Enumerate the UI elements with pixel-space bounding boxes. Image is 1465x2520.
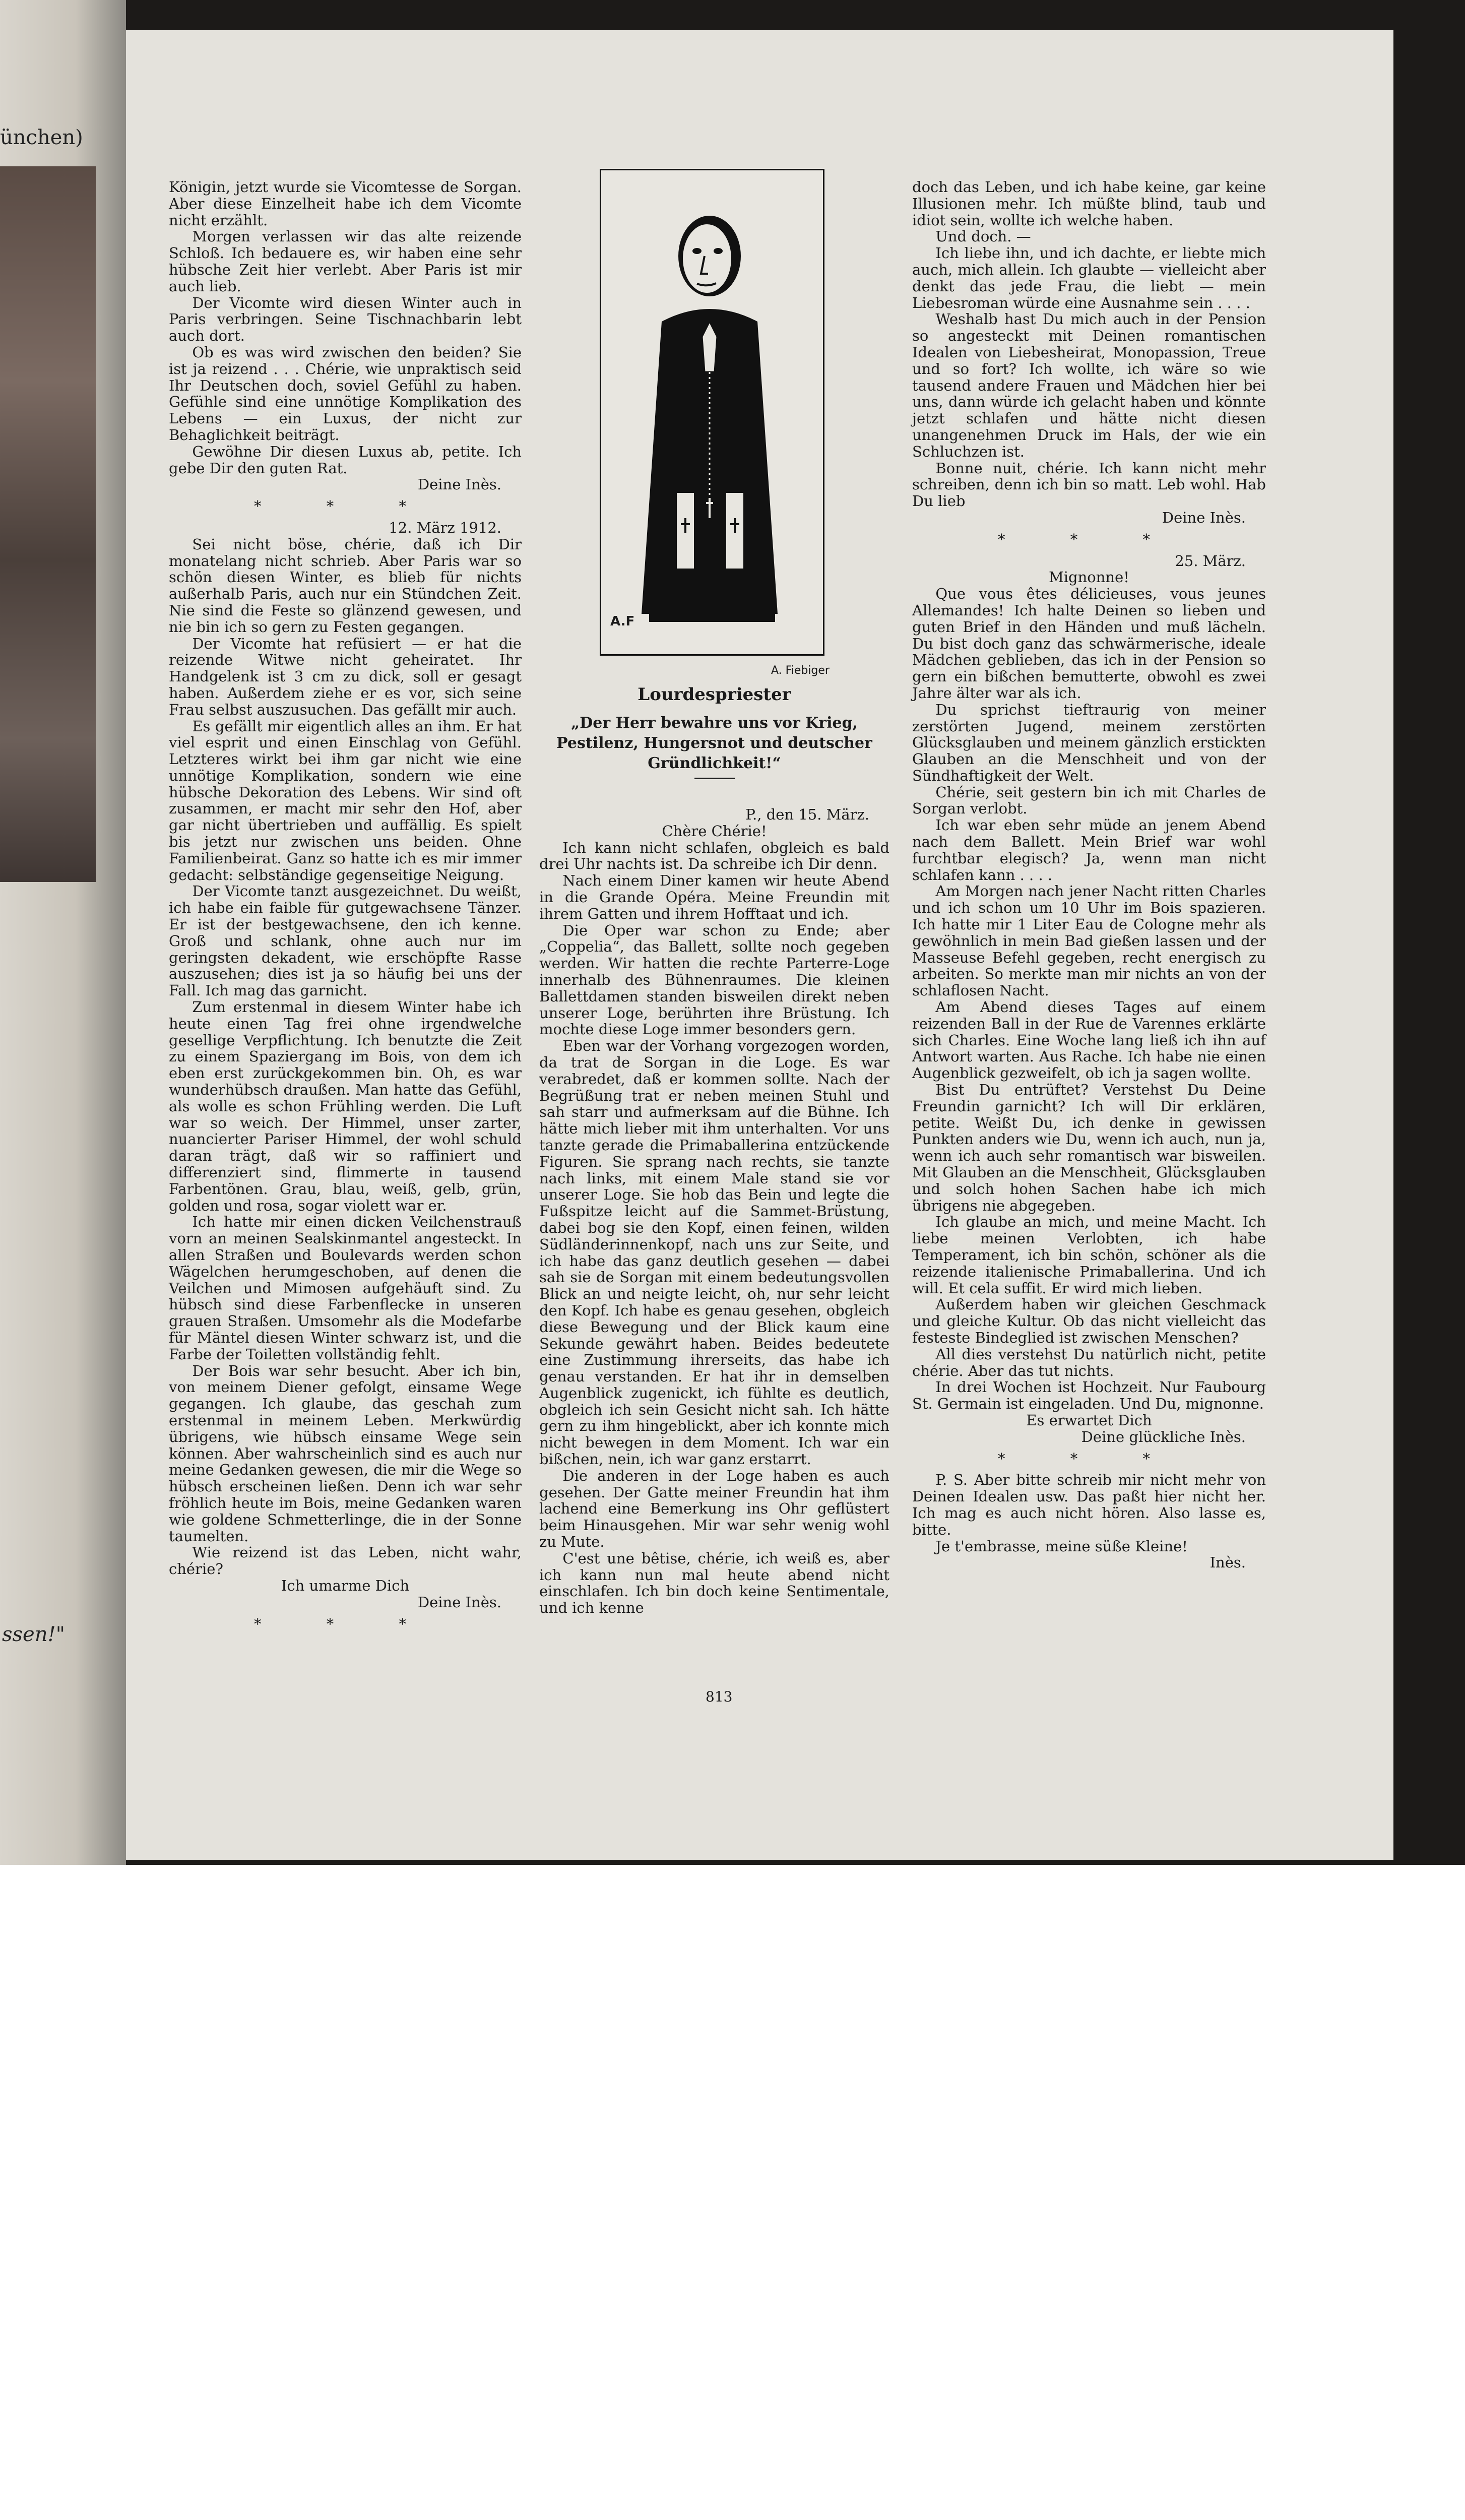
section-separator: * * * [998, 530, 1180, 548]
illustration-title: Lourdespriester [638, 684, 791, 705]
paragraph: Ich hatte mir einen dicken Veilchenstrauß vorn an meinen Sealskinmantel angesteckt. In allen Straßen und Boulevards werden schon Wägelchen herumgeschoben, auf denen die Veilchen und Mimosen aufgehäuft sind. Zu hübsch sind diese Farbenflecke in unseren grauen Straßen. Umsomehr als die Modefarbe für Mäntel diesen Winter schwarz ist, und die Farbe der Toiletten vollständig fehlt. [169, 1213, 522, 1363]
paragraph: P. S. Aber bitte schreib mir nicht mehr von Deinen Idealen usw. Das paßt hier nicht her. Ich mag es auch nicht hören. Also lasse es, bitte. [912, 1471, 1266, 1538]
paragraph: Am Abend dieses Tages auf einem reizenden Ball in der Rue de Varennes erklärte sich Charles. Eine Woche lang ließ ich ihn auf Antwort warten. Aus Rache. Ich habe nie einen Augenblick gezweifelt, ob ich ja sagen wollte. [912, 998, 1266, 1082]
letter-date: 12. März 1912. [389, 519, 501, 536]
paragraph: Weshalb hast Du mich auch in der Pension so angesteckt mit Deinen romantischen Idealen von Liebesheirat, Monopassion, Treue und so fort? Ich wollte, ich wäre so wie tausend andere Frauen und Mädchen hier bei uns, dann würde ich gelacht haben und könnte jetzt schlafen und hätte nicht diesen unangenehmen Druck im Hals, der wie ein Schluchzen ist. [912, 310, 1266, 460]
previous-page-running-head: ünchen) [0, 126, 83, 149]
signature: Deine glückliche Inès. [1081, 1428, 1246, 1445]
paragraph: In drei Wochen ist Hochzeit. Nur Faubourg St. Germain ist eingeladen. Und Du, mignonne. [912, 1378, 1266, 1413]
paragraph: Gewöhne Dir diesen Luxus ab, petite. Ich gebe Dir den guten Rat. [169, 443, 522, 477]
paragraph: Eben war der Vorhang vorgezogen worden, da trat de Sorgan in die Loge. Es war verabredet, daß er kommen sollte. Nach der Begrüßung trat er neben meinen Stuhl und sah starr und aufmerksam auf die Bühne. Ich hätte mich lieber mit ihm unterhalten. Vor uns tanzte gerade die Primaballerina entzückende Figuren. Sie sprang nach rechts, sie tanzte nach links, mit einem Male stand sie vor unserer Loge. Sie hob das Bein und legte die Fußspitze leicht auf die Sammet-Brüstung, dabei bog sie den Kopf, einen feinen, wilden Südländerinnenkopf, nach uns zur Seite, und ich habe das ganz deutlich gesehen — dabei sah sie de Sorgan mit einem bedeutungsvollen Blick an und neigte leicht, oh, nur sehr leicht den Kopf. Ich habe es genau gesehen, obgleich diese Bewegung und der Blick kaum eine Sekunde gewährt haben. Beides bedeutete eine Zustimmung ihrerseits, das habe ich genau verstanden. Er hat ihr in demselben Augenblick zugenickt, ich fühlte es deutlich, obgleich ich sein Gesicht nicht sah. Ich hätte gern zu ihm hingeblickt, aber ich konnte mich nicht bewegen in dem Moment. Ich war ein bißchen, nein, ich war ganz erstarrt. [539, 1037, 889, 1468]
paragraph: Que vous êtes délicieuses, vous jeunes Allemandes! Ich halte Deinen so lieben und guten Brief in den Händen und muß lächeln. Du bist doch ganz das schwärmerische, ideale Mädchen geblieben, das ich in der Pension so gern ein bißchen bemutterte, obwohl es zwei Jahre älter war als ich. [912, 585, 1266, 702]
previous-page-edge [0, 0, 126, 1865]
paragraph: Ich glaube an mich, und meine Macht. Ich liebe meinen Verlobten, ich habe Temperament, ich bin schön, schöner als die reizende italienische Primaballerina. Und ich will. Et cela suffit. Er wird mich lieben. [912, 1213, 1266, 1297]
signature: Inès. [1209, 1554, 1246, 1571]
paragraph: Außerdem haben wir gleichen Geschmack und gleiche Kultur. Ob das nicht vielleicht das festeste Bindeglied ist zwischen Menschen? [912, 1296, 1266, 1346]
magazine-page [126, 30, 1393, 1860]
paragraph: Nach einem Diner kamen wir heute Abend in die Grande Opéra. Meine Freundin mit ihrem Gatten und ihrem Hofftaat und ich. [539, 872, 889, 922]
paragraph: Je t'embrasse, meine süße Kleine! [935, 1537, 1188, 1555]
salutation: Chère Chérie! [662, 822, 767, 840]
paragraph: Ob es was wird zwischen den beiden? Sie ist ja reizend . . . Chérie, wie unpraktisch seid Ihr Deutschen doch, soviel Gefühl zu haben. Gefühle sind eine unnötige Komplikation des Lebens — ein Luxus, der nicht zur Behaglichkeit beiträgt. [169, 343, 522, 444]
paragraph: doch das Leben, und ich habe keine, gar keine Illusionen mehr. Ich müßte blind, taub und idiot sein, wollte ich welche haben. [912, 178, 1266, 229]
closing-line: Es erwartet Dich [1026, 1411, 1152, 1429]
paragraph: Der Vicomte tanzt ausgezeichnet. Du weißt, ich habe ein faible für gutgewachsene Tänzer. Er ist der bestgewachsene, den ich kenne. Groß und schlank, ohne auch nur im geringsten dekadent, wie erschöpfte Rasse auszusehen; dies ist ja so häufig bei uns der Fall. Ich mag das garnicht. [169, 883, 522, 999]
priest-drawing [601, 170, 823, 654]
signature: Deine Inès. [417, 1593, 501, 1611]
paragraph: Der Vicomte wird diesen Winter auch in Paris verbringen. Seine Tischnachbarin lebt auch dort. [169, 294, 522, 345]
paragraph: Die anderen in der Loge haben es auch gesehen. Der Gatte meiner Freundin hat ihm lachend eine Bemerkung ins Ohr geflüstert beim Hinausgehen. Mir war sehr wenig wohl zu Mute. [539, 1467, 889, 1551]
signature: Deine Inès. [1162, 509, 1246, 526]
salutation: Mignonne! [1049, 569, 1129, 586]
section-separator: * * * [254, 1615, 436, 1632]
closing-line: Ich umarme Dich [281, 1577, 410, 1594]
illustration-quote: „Der Herr bewahre uns vor Krieg, Pestilenz, Hungersnot und deutscher Gründlichkeit!“ [556, 714, 872, 772]
paragraph: Am Morgen nach jener Nacht ritten Charles und ich schon um 10 Uhr im Bois spazieren. Ich hatte mir 1 Liter Eau de Cologne mehr als gewöhnlich in mein Bad gießen lassen und der Masseuse Befehl gegeben, recht energisch zu arbeiten. So merkte man mir nichts an von der schlaflosen Nacht. [912, 883, 1266, 999]
page-number: 813 [706, 1688, 733, 1705]
section-separator: * * * [998, 1450, 1180, 1467]
text-column-middle [539, 806, 889, 1616]
paragraph: Ich kann nicht schlafen, obgleich es bald drei Uhr nachts ist. Da schreibe ich Dir denn. [539, 839, 889, 873]
paragraph: Der Vicomte hat refüsiert — er hat die reizende Witwe nicht geheiratet. Ihr Handgelenk ist 3 cm zu dick, soll er gesagt haben. Außerdem ziehe er es vor, sich seine Frau selbst auszusuchen. Das gefällt mir auch. [169, 635, 522, 718]
letter-date: P., den 15. März. [745, 806, 869, 823]
previous-page-illustration [0, 166, 96, 882]
signature: Deine Inès. [417, 476, 501, 493]
paragraph: Du sprichst tieftraurig von meiner zerstörten Jugend, meinem zerstörten Glücksglauben und meinem gänzlich erstickten Glauben an die Menschheit und von der Sündhaftigkeit der Welt. [912, 701, 1266, 784]
divider-rule [694, 778, 735, 779]
text-column-right [912, 179, 1266, 1571]
section-separator: * * * [254, 497, 436, 515]
text-column-left [169, 179, 522, 1637]
paragraph: All dies verstehst Du natürlich nicht, petite chérie. Aber das tut nichts. [912, 1345, 1266, 1379]
letter-date: 25. März. [1175, 552, 1246, 570]
paragraph: Wie reizend ist das Leben, nicht wahr, chérie? [169, 1544, 522, 1578]
paragraph: Zum erstenmal in diesem Winter habe ich heute einen Tag frei ohne irgendwelche gesellige Verpflichtung. Ich benutzte die Zeit zu einem Spaziergang im Bois, von dem ich eben erst zurückgekommen bin. Oh, es war wunderhübsch draußen. Man hatte das Gefühl, als wolle es schon Frühling werden. Die Luft war so weich. Der Himmel, unser zarter, nuancierter Pariser Himmel, der wohl schuld daran trägt, daß wir so raffiniert und differenziert sind, flimmerte in tausend Farbentönen. Grau, blau, weiß, gelb, grün, golden und rosa, sogar violett war er. [169, 998, 522, 1214]
viewer-footer [0, 1865, 1465, 1965]
illustration-credit: A. Fiebiger [771, 664, 830, 677]
paragraph: Bist Du entrüftet? Verstehst Du Deine Freundin garnicht? Ich will Dir erklären, petite. Weißt Du, ich denke in gewissen Punkten anders wie Du, wenn ich auch, nun ja, wenn ich auch sehr romantisch war bisweilen. Mit Glauben an die Menschheit, Glücksglauben und solch hohen Sachen habe ich mich übrigens nie abgegeben. [912, 1081, 1266, 1214]
paragraph: Ich war eben sehr müde an jenem Abend nach dem Ballett. Mein Brief war wohl furchtbar elegisch? Ja, wenn man nicht schlafen kann . . . . [912, 816, 1266, 884]
paragraph: Der Bois war sehr besucht. Aber ich bin, von meinem Diener gefolgt, einsame Wege gegangen. Ich glaube, das geschah zum erstenmal in meinem Leben. Merkwürdig übrigens, wie hübsch einsame Wege sein können. Aber wahrscheinlich sind es auch nur meine Gedanken gewesen, die mir die Wege so hübsch erscheinen ließen. Denn ich war sehr fröhlich heute im Bois, meine Gedanken waren wie goldene Schmetterlinge, die in der Sonne taumelten. [169, 1362, 522, 1545]
previous-page-bottom-text: ssen!" [2, 1623, 65, 1646]
paragraph: Chérie, seit gestern bin ich mit Charles de Sorgan verlobt. [912, 783, 1266, 817]
artist-signature: A.F [610, 614, 635, 629]
paragraph: Morgen verlassen wir das alte reizende Schloß. Ich bedauere es, wir haben eine sehr hübsche Zeit hier verlebt. Aber Paris ist mir auch lieb. [169, 228, 522, 295]
paragraph: Sei nicht böse, chérie, daß ich Dir monatelang nicht schrieb. Aber Paris war so schön diesen Winter, es blieb für nichts außerhalb Paris, auch nur ein Stündchen Zeit. Nie sind die Feste so glänzend gewesen, und nie bin ich so gern zu Festen gegangen. [169, 535, 522, 636]
paragraph: Es gefällt mir eigentlich alles an ihm. Er hat viel esprit und einen Einschlag von Gefühl. Letzteres wirkt bei ihm gar nicht wie eine unnötige Komplikation, sondern wie eine hübsche Dekoration des Lebens. Wir sind oft zusammen, er macht mir sehr den Hof, aber gar nicht übertrieben und auffällig. Es spielt bis jetzt nur zwischen uns beiden. Ohne Familienbeirat. Ganz so hatte ich es mir immer gedacht: selbständige gegenseitige Neigung. [169, 717, 522, 884]
paragraph: Bonne nuit, chérie. Ich kann nicht mehr schreiben, denn ich bin so matt. Leb wohl. Hab Du lieb [912, 459, 1266, 510]
paragraph: Königin, jetzt wurde sie Vicomtesse de Sorgan. Aber diese Einzelheit habe ich dem Vicomte nicht erzählt. [169, 178, 522, 229]
paragraph: Ich liebe ihn, und ich dachte, er liebte mich auch, mich allein. Ich glaubte — vielleicht aber denkt das jede Frau, die liebt — mein Liebesroman würde eine Ausnahme sein . . . . [912, 244, 1266, 311]
paragraph: Die Oper war schon zu Ende; aber „Coppelia“, das Ballett, sollte noch gegeben werden. Wir hatten die rechte Parterre-Loge innerhalb des Bühnenraumes. Die kleinen Ballettdamen standen bisweilen direkt neben unserer Loge, berührten ihre Brüstung. Ich mochte diese Loge immer besonders gern. [539, 921, 889, 1038]
paragraph: C'est une bêtise, chérie, ich weiß es, aber ich kann nun mal heute abend nicht einschlafen. Ich bin doch keine Sentimentale, und ich kenne [539, 1549, 889, 1617]
paragraph: Und doch. — [935, 228, 1031, 245]
priest-illustration [600, 169, 824, 656]
